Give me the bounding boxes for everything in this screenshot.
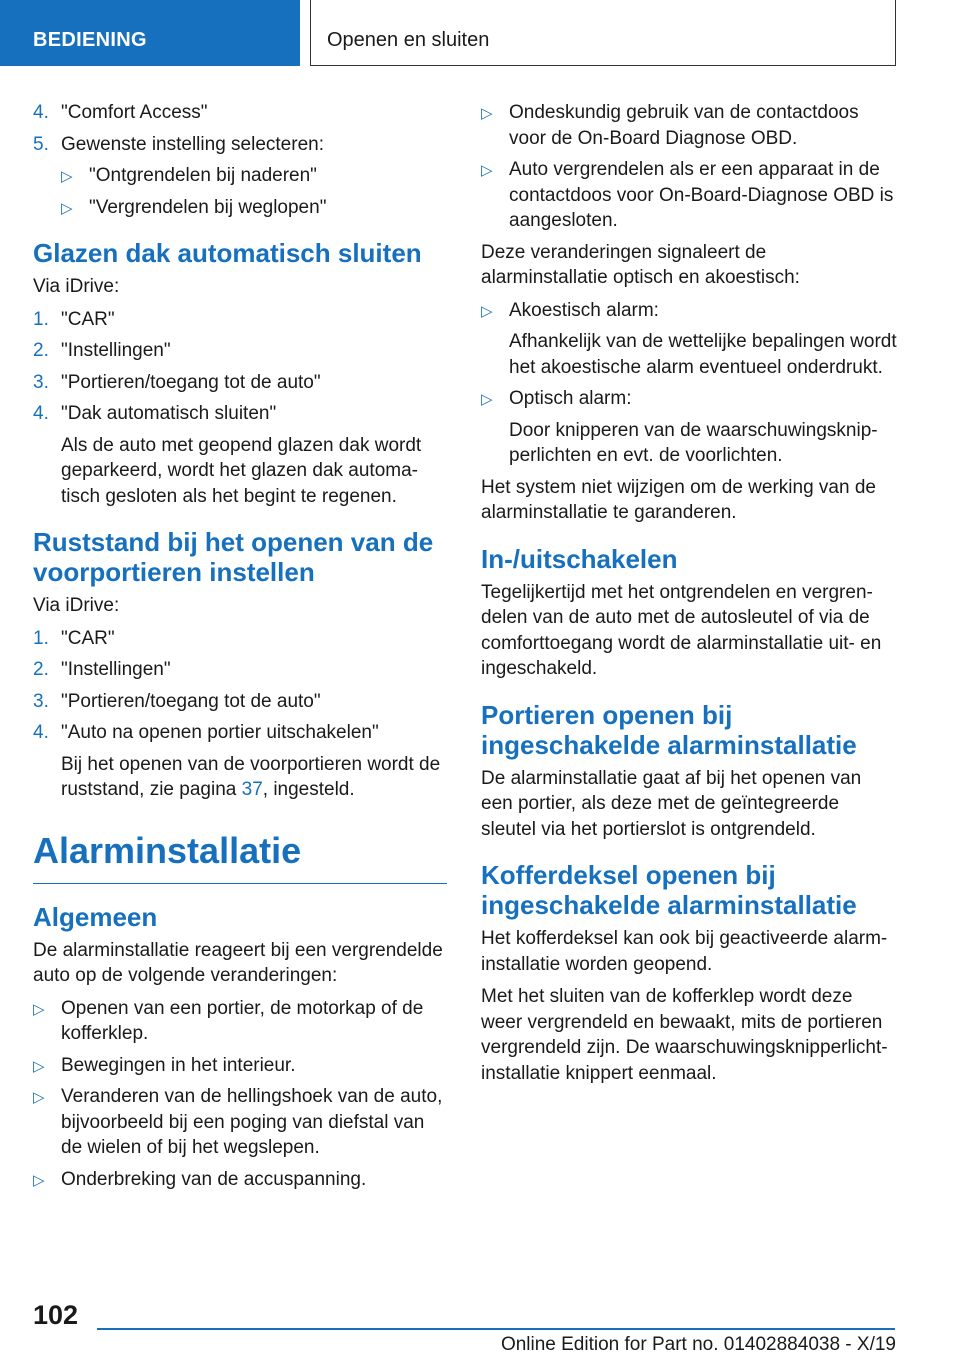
- step-item: [33, 307, 447, 333]
- triangle-bullet-icon: ▷: [481, 302, 493, 320]
- section-heading: In-/uitschakelen: [481, 543, 678, 574]
- chapter-heading: Alarminstallatie: [33, 831, 447, 884]
- bullet-text: Akoestisch alarm:: [509, 299, 659, 321]
- bullet-item: [481, 157, 897, 234]
- step-number: 4.: [33, 722, 49, 743]
- bullet-text: Optisch alarm:: [509, 388, 632, 409]
- body-text: Tegelijkertijd met het ontgrendelen en vergrendelen van de auto met de autosleutel of via de comforttoegang wordt de alarminstallatie uit- en ingeschakeld.: [481, 581, 882, 679]
- page-number: 102: [33, 1300, 79, 1330]
- triangle-bullet-icon: ▷: [33, 1000, 45, 1018]
- step-note: Als de auto met geopend glazen dak wordt geparkeerd, wordt het glazen dak automatisch gesloten als het begint te regenen.: [61, 434, 422, 507]
- step-text: "Auto na openen portier uitschakelen": [61, 722, 379, 743]
- bullet-text: Auto vergrendelen als er een apparaat in de contactdoos voor On-Board-Diagnose OBD is aangesloten.: [509, 159, 894, 231]
- bullet-text: Bewegingen in het interieur.: [61, 1054, 296, 1076]
- step-text: "Comfort Access": [61, 102, 208, 123]
- bullet-item: [33, 1084, 447, 1161]
- step-text: "Portieren/toegang tot de auto": [61, 371, 321, 393]
- step-item: [33, 100, 447, 126]
- bullet-item: [33, 1053, 447, 1079]
- step-number: 2.: [33, 659, 49, 680]
- section-heading: Algemeen: [33, 901, 158, 932]
- bullet-detail: Door knipperen van de waarschuwingsknipperlichten en evt. de voorlichten.: [509, 419, 878, 466]
- step-item: [33, 626, 447, 652]
- section-heading: Kofferdeksel openen bij ingeschakelde alarminstallatie: [481, 860, 857, 920]
- step-text: Gewenste instelling selecteren:: [61, 133, 324, 155]
- step-item: [33, 132, 447, 158]
- triangle-bullet-icon: ▷: [61, 168, 73, 185]
- step-item: [33, 338, 447, 364]
- step-text: "Instellingen": [61, 340, 171, 361]
- body-text: De alarminstallatie gaat af bij het openen van een portier, als deze met de geïntegreerde sleutel via het portierslot is ontgrendeld.: [481, 767, 862, 840]
- step-note: [61, 752, 447, 803]
- triangle-bullet-icon: ▷: [33, 1089, 45, 1106]
- step-text: "Dak automatisch sluiten": [61, 403, 277, 424]
- bullet-item: [481, 386, 897, 469]
- section-heading: Glazen dak automatisch sluiten: [33, 238, 422, 268]
- left-column: [33, 100, 447, 1198]
- footer-divider: [97, 1328, 895, 1330]
- step-number: 3.: [33, 690, 49, 712]
- step-number: 4.: [33, 102, 49, 123]
- chapter-header: [310, 0, 896, 66]
- section-tab[interactable]: [0, 0, 300, 66]
- edition-footer: Online Edition for Part no. 01402884038 - X/19: [500, 1334, 896, 1355]
- step-number: 1.: [33, 627, 49, 649]
- step-text: "Instellingen": [61, 659, 171, 680]
- step-text: "CAR": [61, 308, 115, 330]
- bullet-item: [33, 1167, 447, 1193]
- intro-text: Via iDrive:: [33, 276, 120, 297]
- step-number: 3.: [33, 371, 49, 393]
- section-heading: Portieren openen bij ingeschakelde alarminstallatie: [481, 699, 857, 760]
- bullet-text: Onderbreking van de accuspanning.: [61, 1168, 367, 1190]
- bullet-text: Openen van een portier, de motorkap of de kofferklep.: [61, 997, 424, 1044]
- bullet-text: "Ontgrendelen bij naderen": [89, 165, 317, 186]
- step-item: [33, 689, 447, 715]
- bullet-item: [61, 163, 447, 189]
- body-text: Deze veranderingen signaleert de alarminstallatie optisch en akoestisch:: [481, 241, 800, 288]
- intro-text: Via iDrive:: [33, 595, 120, 616]
- body-text: Het kofferdeksel kan ook bij geactiveerde alarminstallatie worden geopend.: [481, 928, 888, 975]
- body-text: Het system niet wijzigen om de werking van de alarminstallatie te garanderen.: [481, 476, 876, 523]
- bullet-item: [61, 195, 447, 221]
- step-item: [33, 370, 447, 396]
- bullet-text: Veranderen van de hellingshoek van de auto, bijvoorbeeld bij een poging van diefstal van de wielen of bij het wegslepen.: [61, 1086, 443, 1158]
- body-text: De alarminstallatie reageert bij een vergrendelde auto op de volgende veranderingen:: [33, 939, 443, 986]
- step-item: [33, 720, 447, 803]
- section-heading: Ruststand bij het openen van de voorportieren instellen: [33, 527, 434, 587]
- bullet-text: Ondeskundig gebruik van de contactdoos voor de On-Board Diagnose OBD.: [509, 102, 859, 149]
- step-number: 1.: [33, 308, 49, 330]
- step-number: 4.: [33, 403, 49, 424]
- triangle-bullet-icon: ▷: [481, 162, 493, 179]
- section-label: BEDIENING: [33, 29, 147, 51]
- bullet-text: "Vergrendelen bij weglopen": [89, 196, 327, 218]
- bullet-item: [33, 996, 447, 1047]
- triangle-bullet-icon: ▷: [61, 199, 73, 217]
- step-item: [33, 401, 447, 509]
- note-text: Bij het openen van de voorportieren wordt de ruststand, zie pagina: [61, 753, 441, 800]
- step-number: 2.: [33, 340, 49, 361]
- bullet-item: [481, 100, 897, 151]
- chapter-title: Openen en sluiten: [327, 29, 490, 51]
- bullet-detail: Afhankelijk van de wettelijke bepalingen wordt het akoestische alarm eventueel onderdrukt.: [509, 331, 897, 378]
- triangle-bullet-icon: ▷: [33, 1171, 45, 1189]
- triangle-bullet-icon: ▷: [33, 1057, 45, 1075]
- step-text: "Portieren/toegang tot de auto": [61, 690, 321, 712]
- right-column: [481, 100, 897, 1093]
- note-text: , ingesteld.: [262, 779, 355, 800]
- step-text: "CAR": [61, 627, 115, 649]
- triangle-bullet-icon: ▷: [481, 391, 493, 408]
- step-item: [33, 657, 447, 683]
- page-reference-link[interactable]: 37: [241, 779, 263, 800]
- body-text: Met het sluiten van de kofferklep wordt deze weer vergrendeld en bewaakt, mits de portieren vergrendeld zijn. De waarschuwingsknipperlichtinstallatie knippert eenmaal.: [481, 986, 888, 1084]
- bullet-item: [481, 298, 897, 381]
- triangle-bullet-icon: ▷: [481, 105, 493, 122]
- step-number: 5.: [33, 133, 49, 155]
